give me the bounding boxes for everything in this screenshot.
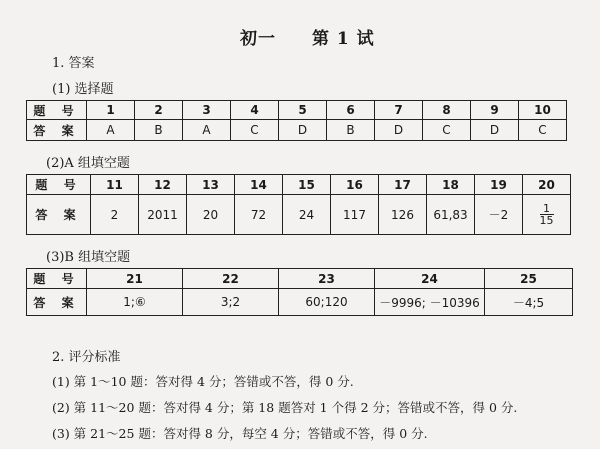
scoring-rule: (2) 第 11～20 题：答对得 4 分；第 18 题答对 1 个得 2 分；答错或不答，得 0 分. bbox=[52, 400, 518, 415]
question-number: 12 bbox=[139, 175, 187, 195]
fraction bbox=[540, 203, 554, 226]
question-number: 24 bbox=[375, 269, 485, 289]
question-number: 22 bbox=[183, 269, 279, 289]
grade-label: 初一 bbox=[240, 29, 276, 49]
scoring-rule: (1) 第 1～10 题：答对得 4 分；答错或不答，得 0 分. bbox=[52, 374, 354, 389]
answer-cell: 126 bbox=[379, 195, 427, 235]
row-label-answer: 答 案 bbox=[27, 120, 87, 141]
question-number: 23 bbox=[279, 269, 375, 289]
fraction-numerator: 1 bbox=[540, 203, 554, 215]
question-number: 3 bbox=[183, 101, 231, 120]
answer-cell: 24 bbox=[283, 195, 331, 235]
scoring-rule: (3) 第 21～25 题：答对得 8 分，每空 4 分；答错或不答，得 0 分. bbox=[52, 426, 428, 441]
question-number: 18 bbox=[427, 175, 475, 195]
question-number: 15 bbox=[283, 175, 331, 195]
section-answers-heading: 1. 答案 bbox=[52, 56, 95, 71]
answer-cell: 20 bbox=[187, 195, 235, 235]
answer-cell: 72 bbox=[235, 195, 283, 235]
question-number: 6 bbox=[327, 101, 375, 120]
question-number: 11 bbox=[91, 175, 139, 195]
question-number: 17 bbox=[379, 175, 427, 195]
answer-cell: C bbox=[231, 120, 279, 141]
row-label-number: 题 号 bbox=[27, 101, 87, 120]
answer-cell: B bbox=[135, 120, 183, 141]
answer-cell bbox=[523, 195, 571, 235]
answer-cell: －9996; －10396 bbox=[375, 289, 485, 316]
answer-cell: 61,83 bbox=[427, 195, 475, 235]
row-label-number: 题 号 bbox=[27, 269, 87, 289]
question-number: 9 bbox=[471, 101, 519, 120]
choice-heading: (1) 选择题 bbox=[52, 82, 114, 97]
question-number: 7 bbox=[375, 101, 423, 120]
answer-cell: 60;120 bbox=[279, 289, 375, 316]
answer-cell: 3;2 bbox=[183, 289, 279, 316]
choice-table bbox=[26, 100, 567, 141]
question-number: 13 bbox=[187, 175, 235, 195]
answer-cell: D bbox=[471, 120, 519, 141]
answer-cell: 1;⑥ bbox=[87, 289, 183, 316]
question-number: 8 bbox=[423, 101, 471, 120]
section-scoring-heading: 2. 评分标准 bbox=[52, 350, 121, 365]
row-label-answer: 答 案 bbox=[27, 289, 87, 316]
row-label-number: 题 号 bbox=[27, 175, 91, 195]
question-number: 1 bbox=[87, 101, 135, 120]
answer-cell: D bbox=[279, 120, 327, 141]
group-a-heading: (2)A 组填空题 bbox=[46, 156, 130, 171]
answer-cell: B bbox=[327, 120, 375, 141]
test-number-label: 第 1 试 bbox=[312, 29, 375, 49]
answer-cell: 117 bbox=[331, 195, 379, 235]
answer-cell: C bbox=[423, 120, 471, 141]
answer-cell: A bbox=[87, 120, 135, 141]
group-a-table bbox=[26, 174, 571, 235]
question-number: 16 bbox=[331, 175, 379, 195]
question-number: 20 bbox=[523, 175, 571, 195]
group-b-heading: (3)B 组填空题 bbox=[46, 250, 131, 265]
answer-cell: 2 bbox=[91, 195, 139, 235]
answer-cell: －4;5 bbox=[485, 289, 573, 316]
question-number: 5 bbox=[279, 101, 327, 120]
page-title bbox=[240, 24, 375, 49]
answer-cell: A bbox=[183, 120, 231, 141]
answer-cell: －2 bbox=[475, 195, 523, 235]
answer-cell: 2011 bbox=[139, 195, 187, 235]
fraction-denominator: 15 bbox=[539, 213, 554, 227]
question-number: 2 bbox=[135, 101, 183, 120]
group-b-table bbox=[26, 268, 573, 316]
answer-cell: C bbox=[519, 120, 567, 141]
question-number: 21 bbox=[87, 269, 183, 289]
answer-cell: D bbox=[375, 120, 423, 141]
row-label-answer: 答 案 bbox=[27, 195, 91, 235]
question-number: 19 bbox=[475, 175, 523, 195]
question-number: 25 bbox=[485, 269, 573, 289]
question-number: 4 bbox=[231, 101, 279, 120]
question-number: 14 bbox=[235, 175, 283, 195]
question-number: 10 bbox=[519, 101, 567, 120]
